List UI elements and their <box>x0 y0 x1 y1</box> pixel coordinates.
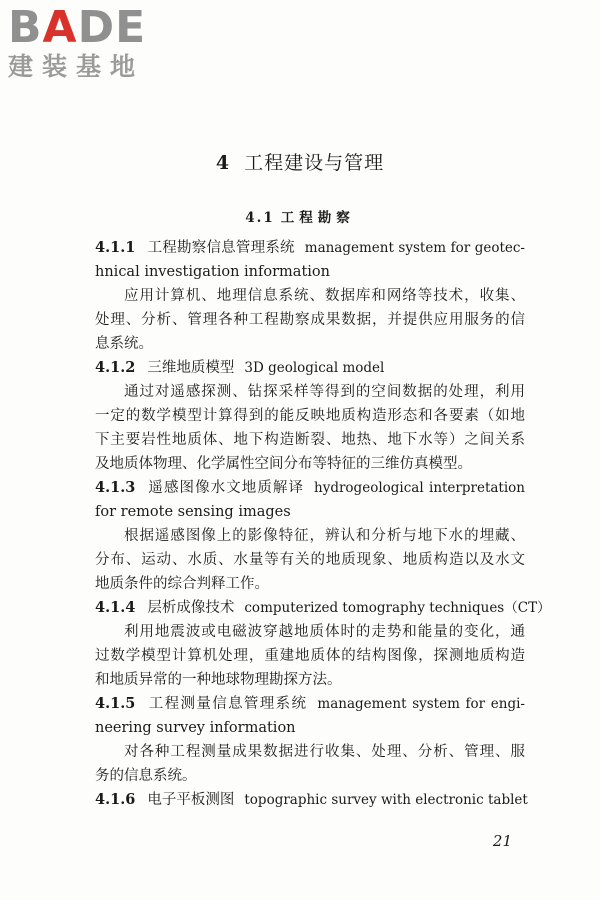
logo-subtitle: 建装基地 <box>8 52 145 81</box>
clause-heading: 4.1.3 遥感图像水文地质解译 hydrogeological interpretation <box>95 479 526 496</box>
clause-heading: 4.1.6 电子平板测图 topographic survey with electronic tablet <box>95 791 528 808</box>
logo-wordmark: BADE <box>8 2 147 53</box>
clause-text-line: 处理、分析、管理各种工程勘察成果数据，并提供应用服务的信 <box>95 312 525 328</box>
clause-text-line: 应用计算机、地理信息系统、数据库和网络等技术，收集、 <box>124 288 525 304</box>
clause-heading: 4.1.5 工程测量信息管理系统 management system for engi- <box>95 695 525 712</box>
clause-heading: 4.1.2 三维地质模型 3D geological model <box>95 359 385 376</box>
clause-text-line: 对各种工程测量成果数据进行收集、处理、分析、管理、服 <box>124 744 525 760</box>
clause-text-line: 根据遥感图像上的影像特征，辨认和分析与地下水的埋藏、 <box>124 528 525 544</box>
clause-english-term: for remote sensing images <box>95 504 291 520</box>
clause-english-term: neering survey information <box>95 720 296 736</box>
clause-english-term: hnical investigation information <box>95 264 330 280</box>
clause-text-line: 通过对遥感探测、钻探采样等得到的空间数据的处理，利用 <box>124 384 525 400</box>
clause-text-line: 和地质异常的一种地球物理勘探方法。 <box>95 672 342 688</box>
clause-text-line: 利用地震波或电磁波穿越地质体时的走势和能量的变化，通 <box>124 624 525 640</box>
chapter-title: 4 工程建设与管理 <box>215 152 385 174</box>
page-number: 21 <box>492 832 512 850</box>
clause-text-line: 分布、运动、水质、水量等有关的地质现象、地质构造以及水文 <box>95 552 525 568</box>
clause-text-line: 务的信息系统。 <box>95 768 197 784</box>
clause-text-line: 一定的数学模型计算得到的能反映地质构造形态和各要素（如地 <box>95 408 525 424</box>
clause-text-line: 息系统。 <box>95 336 153 352</box>
clause-heading: 4.1.1 工程勘察信息管理系统 management system for geotec- <box>95 239 525 256</box>
document-body <box>95 236 551 812</box>
clause-text-line: 及地质体物理、化学属性空间分布等特征的三维仿真模型。 <box>95 456 472 472</box>
clause-text-line: 过数学模型计算机处理，重建地质体的结构图像，探测地质构造 <box>95 648 525 664</box>
bade-logo <box>8 4 178 82</box>
clause-heading: 4.1.4 层析成像技术 computerized tomography techniques（CT） <box>95 599 551 616</box>
section-heading: 4.1 工程勘察 <box>245 210 355 226</box>
clause-text-line: 地质条件的综合判释工作。 <box>95 576 269 592</box>
clause-text-line: 下主要岩性地质体、地下构造断裂、地热、地下水等）之间关系 <box>95 432 525 448</box>
